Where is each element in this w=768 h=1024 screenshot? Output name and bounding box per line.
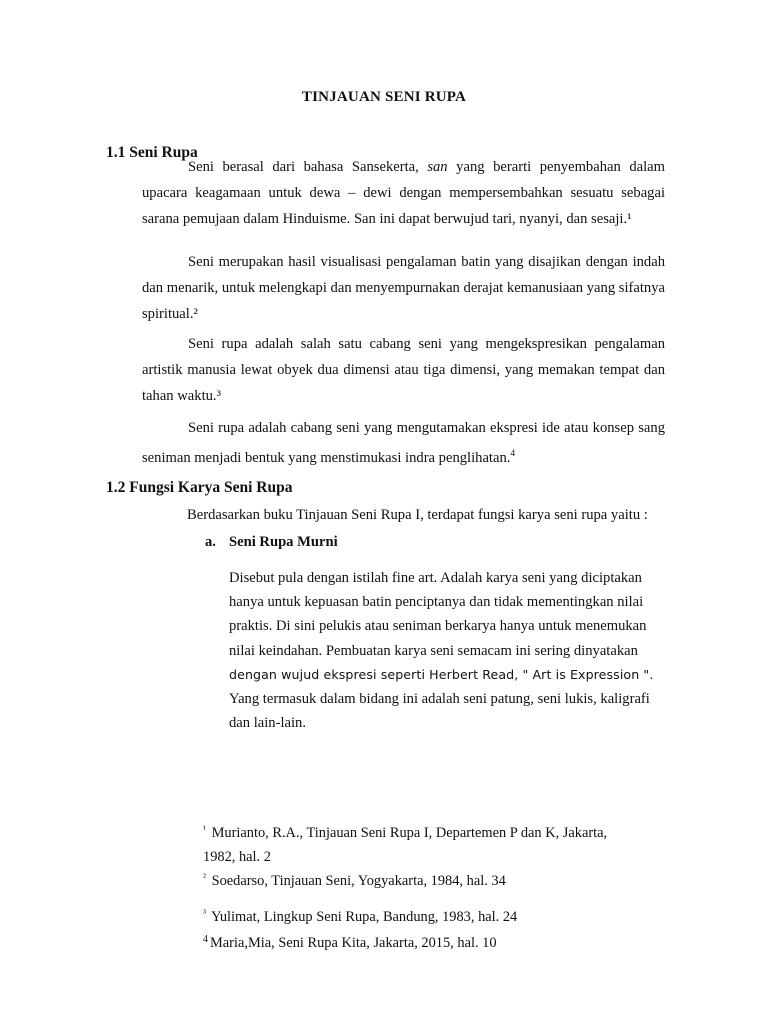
- body-line: dan lain-lain.: [229, 715, 306, 732]
- paragraph-4-footnote-ref: 4: [510, 449, 516, 459]
- footnote-marker: ¹: [203, 824, 206, 835]
- body-line: nilai keindahan. Pembuatan karya seni semacam ini sering dinyatakan: [229, 642, 638, 659]
- paragraph-3-text: Seni rupa adalah salah satu cabang seni yang mengekspresikan pengalaman artistik manusia lewat obyek dua dimensi atau tiga dimensi, yang memakan tempat dan tahan waktu.³: [142, 336, 665, 404]
- body-line: praktis. Di sini pelukis atau seniman berkarya hanya untuk menemukan: [229, 618, 647, 635]
- section-heading-fungsi: 1.2 Fungsi Karya Seni Rupa: [106, 479, 293, 496]
- section-2-intro: Berdasarkan buku Tinjauan Seni Rupa I, terdapat fungsi karya seni rupa yaitu :: [187, 507, 648, 523]
- paragraph-2-text: Seni merupakan hasil visualisasi pengalaman batin yang disajikan dengan indah dan menarik, untuk melengkapi dan menyempurnakan derajat kemanusiaan yang sifatnya spiritual.²: [142, 254, 665, 322]
- body-line: dengan wujud ekspresi seperti Herbert Read, " Art is Expression ".: [229, 666, 654, 682]
- footnote-1: [203, 818, 663, 869]
- paragraph-1: [142, 154, 665, 232]
- footnote-text: 1982, hal. 2: [203, 848, 271, 865]
- list-item-a-title: Seni Rupa Murni: [229, 534, 338, 550]
- footnote-text: Murianto, R.A., Tinjauan Seni Rupa I, Departemen P dan K, Jakarta,: [208, 825, 608, 841]
- footnote-2: [203, 866, 663, 894]
- footnote-text: Soedarso, Tinjauan Seni, Yogyakarta, 1984, hal. 34: [208, 873, 506, 889]
- section-heading-seni-rupa: 1.1 Seni Rupa: [106, 144, 198, 161]
- paragraph-1-italic: san: [427, 159, 448, 175]
- footnote-3: [203, 902, 663, 930]
- paragraph-1-text-b: yang berarti penyembahan dalam upacara keagamaan untuk dewa – dewi dengan mempersembahkan sesuatu sebagai sarana pemujaan dalam Hinduisme. San ini dapat berwujud tari, nyanyi, dan sesaji.¹: [142, 159, 665, 227]
- paragraph-4-text: Seni rupa adalah cabang seni yang mengutamakan ekspresi ide atau konsep sang seniman menjadi bentuk yang menstimukasi indra penglihatan.: [142, 420, 665, 466]
- paragraph-1-text-a: Seni berasal dari bahasa Sansekerta,: [188, 159, 428, 175]
- footnote-marker: ³: [203, 908, 206, 919]
- footnote-4: [203, 928, 663, 956]
- footnote-marker: 4: [203, 934, 208, 945]
- body-line: Yang termasuk dalam bidang ini adalah seni patung, seni lukis, kaligrafi: [229, 691, 650, 708]
- paragraph-4: [142, 415, 665, 471]
- body-line: Disebut pula dengan istilah fine art. Adalah karya seni yang diciptakan: [229, 570, 642, 586]
- footnote-marker: ²: [203, 872, 206, 883]
- list-item-a-marker: a.: [205, 534, 216, 550]
- page-title: TINJAUAN SENI RUPA: [301, 89, 467, 105]
- paragraph-3: [142, 331, 665, 409]
- list-item-a-body: [229, 566, 669, 735]
- footnote-text: Yulimat, Lingkup Seni Rupa, Bandung, 1983, hal. 24: [208, 909, 518, 925]
- paragraph-2: [142, 249, 665, 327]
- body-line: hanya untuk kepuasan batin penciptanya dan tidak mementingkan nilai: [229, 594, 644, 611]
- footnote-text: Maria,Mia, Seni Rupa Kita, Jakarta, 2015, hal. 10: [210, 935, 497, 951]
